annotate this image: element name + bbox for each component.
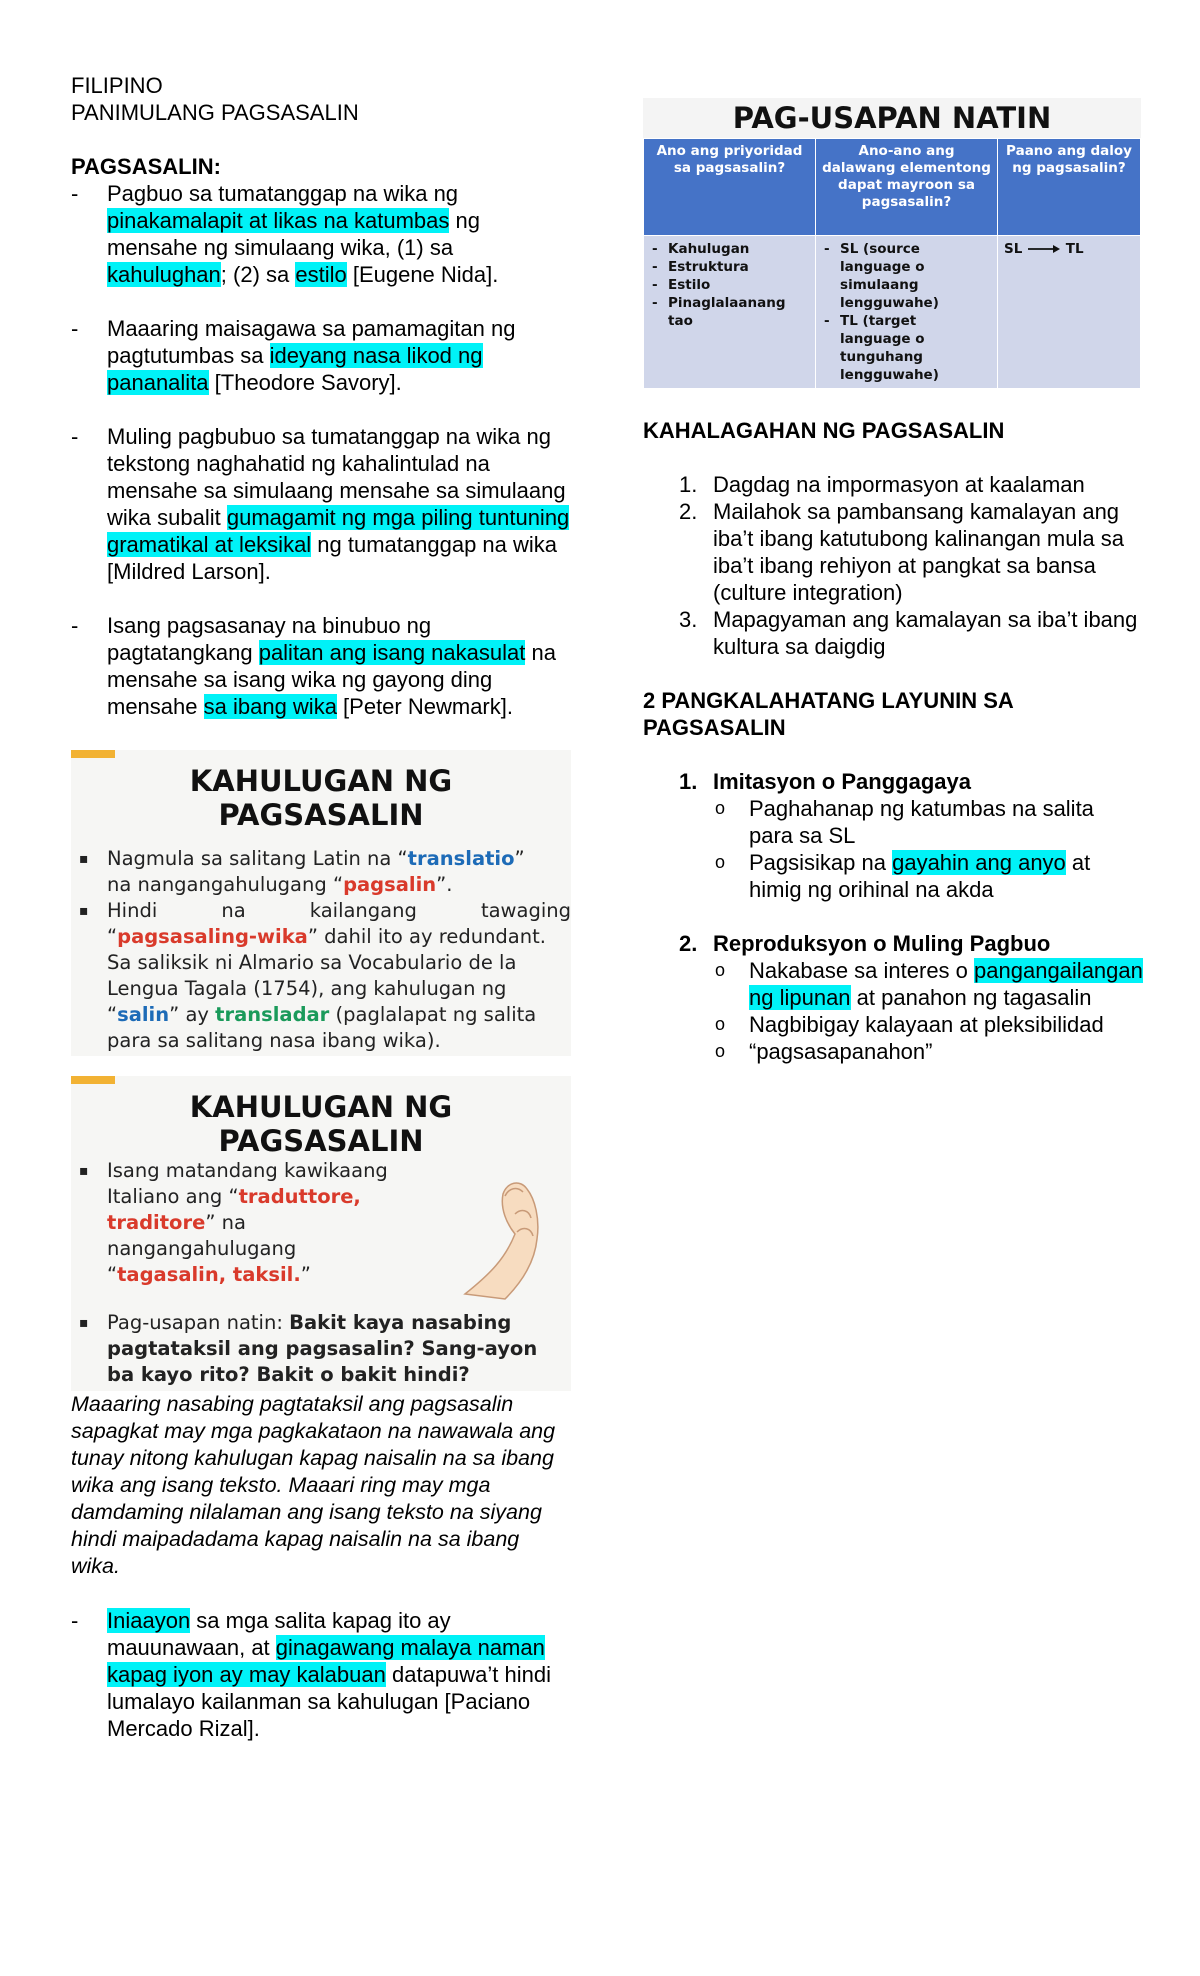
- pag-usapan-table: [643, 98, 1141, 389]
- list-item: - Kahulugan: [652, 241, 750, 257]
- definition-newmark: - Isang pagsasanay na binubuo ng pagtatangkang palitan ang isang nakasulat na mensahe sa isang wika ng gayong ding mensahe sa ibang wika [Peter Newmark].: [71, 613, 556, 719]
- slide-corner-accent: [71, 1076, 115, 1084]
- slide-bullet-translatio: ▪ Nagmula sa salitang Latin na “translatio” na nangangahulugang “pagsalin”.: [79, 847, 525, 896]
- layunin-heading: 2 PANGKALAHATANG LAYUNIN SA PAGSASALIN: [643, 688, 1013, 740]
- list-item: o Paghahanap ng katumbas na salita para sa SL: [715, 796, 1094, 848]
- list-item: o “pagsasapanahon”: [715, 1039, 933, 1064]
- slide-kahulugan-2: [71, 1076, 571, 1391]
- list-item: o Nagbibigay kalayaan at pleksibilidad: [715, 1012, 1104, 1037]
- list-item: 2. Mailahok sa pambansang kamalayan ang iba’t ibang katutubong kalinangan mula sa iba’t ibang rehiyon at pangkat sa bansa (culture integration): [679, 499, 1124, 605]
- list-item: o Nakabase sa interes o pangangailangan ng lipunan at panahon ng tagasalin: [715, 958, 1143, 1010]
- slide-title-line1: KAHULUGAN NG: [189, 764, 453, 798]
- subject-title: FILIPINO: [71, 73, 163, 98]
- left-column: [71, 72, 571, 1742]
- list-item: - Estilo: [652, 277, 711, 293]
- discussion-table: [643, 138, 1141, 389]
- list-item: - TL (target language o tunguhang lengguwahe): [824, 313, 939, 383]
- definition-savory: - Maaaring maisagawa sa pamamagitan ng pagtutumbas sa ideyang nasa likod ng pananalita [Theodore Savory].: [71, 316, 516, 395]
- slide-title-line2: PAGSASALIN: [218, 798, 424, 832]
- right-column: [643, 98, 1143, 1065]
- table-header: Ano-ano ang dalawang elementong dapat mayroon sa pagsasalin?: [816, 139, 998, 236]
- table-title: PAG-USAPAN NATIN: [643, 98, 1141, 138]
- pagsasalin-heading: PAGSASALIN:: [71, 154, 221, 179]
- slide-kahulugan-1: [71, 750, 571, 1056]
- hand-gesture-icon: [445, 1164, 565, 1304]
- list-item: 3. Mapagyaman ang kamalayan sa iba’t ibang kultura sa daigdig: [679, 607, 1138, 659]
- definition-nida: - Pagbuo sa tumatanggap na wika ng pinakamalapit at likas na katumbas ng mensahe ng simulaang wika, (1) sa kahulughan; (2) sa estilo [Eugene Nida].: [71, 181, 499, 287]
- slide-bullet-question: ▪ Pag-usapan natin: Bakit kaya nasabing pagtataksil ang pagsasalin? Sang-ayon ba kayo rito? Bakit o bakit hindi?: [79, 1311, 538, 1386]
- layunin-item-reproduksyon: 2. Reproduksyon o Muling Pagbuo: [679, 931, 1051, 956]
- topic-title: PANIMULANG PAGSASALIN: [71, 100, 359, 125]
- list-item: o Pagsisikap na gayahin ang anyo at himig ng orihinal na akda: [715, 850, 1091, 902]
- slide-bullet-pagsasaling-wika: ▪ Hindi na kailangang tawaging “pagsasaling-wika” dahil ito ay redundant. Sa saliksik ni Almario sa Vocabulario de la Lengua Tagala (1754), ang kahulugan ng “salin” ay transladar (paglalapat ng salita para sa salitang nasa ibang wika).: [79, 899, 571, 1052]
- list-item: - SL (source language o simulaang lengguwahe): [824, 241, 939, 311]
- table-header: Paano ang daloy ng pagsasalin?: [998, 139, 1141, 236]
- slide-title-line2: PAGSASALIN: [218, 1124, 424, 1158]
- slide-corner-accent: [71, 750, 115, 758]
- arrow-right-icon: [1027, 244, 1061, 254]
- table-cell-priorities: [644, 236, 816, 389]
- definition-larson: - Muling pagbubuo sa tumatanggap na wika ng tekstong naghahatid ng kahalintulad na mensahe sa simulaang mensahe sa simulaang wika subalit gumagamit ng mga piling tuntuning gramatikal at leksikal ng tumatanggap na wika [Mildred Larson].: [71, 424, 570, 584]
- table-cell-elements: [816, 236, 998, 389]
- slide-title-line1: KAHULUGAN NG: [189, 1090, 453, 1124]
- list-item: 1. Dagdag na impormasyon at kaalaman: [679, 472, 1085, 497]
- list-item: - Estruktura: [652, 259, 749, 275]
- kahalagahan-heading: KAHALAGAHAN NG PAGSASALIN: [643, 418, 1005, 443]
- table-cell-flow: SL TL: [998, 236, 1141, 389]
- definition-rizal: - Iniaayon sa mga salita kapag ito ay mauunawaan, at ginagawang malaya naman kapag iyon ay may kalabuan datapuwa’t hindi lumalayo kailanman sa kahulugan [Paciano Mercado Rizal].: [71, 1608, 551, 1741]
- slide-bullet-traduttore: ▪ Isang matandang kawikaang Italiano ang “traduttore, traditore” na nangangahulugang “tagasalin, taksil.”: [79, 1159, 388, 1286]
- layunin-item-imitasyon: 1. Imitasyon o Panggagaya: [679, 769, 971, 794]
- table-header: Ano ang priyoridad sa pagsasalin?: [644, 139, 816, 236]
- list-item: - Pinaglalaanang tao: [652, 295, 786, 329]
- answer-paragraph: Maaaring nasabing pagtataksil ang pagsasalin sapagkat may mga pagkakataon na nawawala ang tunay nitong kahulugan kapag naisalin na sa ibang wika ang isang teksto. Maaari ring may mga damdaming nilalaman ang isang teksto na siyang hindi maipadadama kapag naisalin na sa ibang wika.: [71, 1392, 556, 1578]
